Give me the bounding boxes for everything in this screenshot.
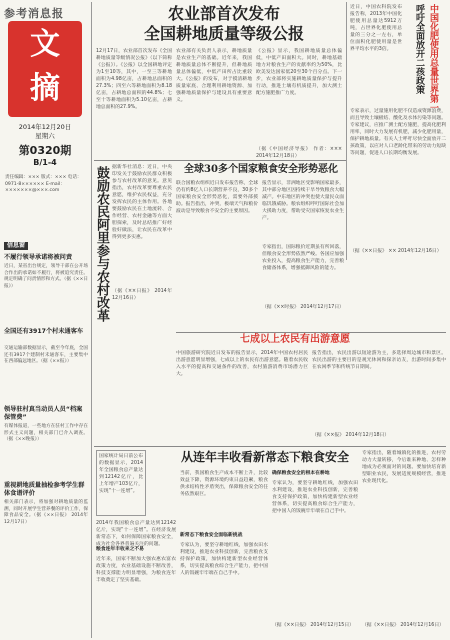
column-rule	[346, 2, 347, 260]
sidebar-section-label: 信息窗	[4, 242, 28, 250]
bottom-subhead-3: 确保粮食安全的根本在耕地	[272, 471, 330, 476]
bottom-story-body-b: 近年来，国家不断加大强农惠农富农政策力度，农业基础设施不断改善，科技支撑能力明显增强，为粮食连年丰收奠定了坚实基础。	[96, 557, 176, 583]
middle-story-byline: （据《××时报》 2014年12月17日）	[262, 305, 344, 310]
bottom-headline: 从连年丰收看新常态下粮食安全	[180, 450, 349, 464]
top-story-body-c: 《公报》显示，我国耕地质量总体偏低，中低产田面积大。同时，耕地基础地力对粮食生产的贡献率约为50%，比欧美发达国家低20至30个百分点。下一步，农业部将实施耕地质量保护与提升行动，推进土壤有机质提升，加大测土配方施肥推广力度。	[256, 49, 342, 96]
banner-story-body-b: 报告指出，农民出游以短途游为主，多选择周边城市和景区。农民出游的主要目的是观光休闲和探亲访友，出游时间多集中在农闲季节和传统节日期间。	[312, 351, 446, 370]
paper-name: 参考消息报	[4, 7, 64, 20]
right-headline-red: 中国化肥使用总量世界第一	[428, 4, 438, 112]
vertical-headline: 鼓励农民阿里参与农村改革	[94, 166, 109, 322]
issue-date: 2014年12月20日 星期六	[18, 123, 72, 140]
right-story-body: 专家表示，过量施用化肥不仅造成资源浪费，而且导致土壤板结、酸化及水体污染等问题。专家建议，应推广测土配方施肥，提高化肥利用率，同时大力发展有机肥，减少化肥用量，保护耕地质量。有关人士呼吁尽快全面放开二孩政策，以应对人口老龄化带来的劳动力短缺等问题，促进人口长期均衡发展。	[350, 109, 446, 156]
middle-story-body-b: 报告显示，非洲地区受影响国家最多，其中部分地区因持续干旱导致粮食大幅减产。中东地区的冲突也使大量民众面临饥饿威胁。粮农组织呼吁国际社会加大援助力度，帮助受灾国家恢复农业生产。	[262, 181, 344, 221]
middle-story-body-a: 联合国粮农组织近日发布报告称，全球仍有约8亿人口长期营养不良，30多个国家粮食安全形势恶化，需要外部援助。报告指出，冲突、极端天气和粮价波动是导致粮食不安全的主要原因。	[176, 181, 258, 214]
sidebar-item-3-body: 有媒体报道，一些地方在驻村工作中存在形式主义问题，相关部门已介入调查。（据《××晚报》）	[4, 424, 88, 442]
logo-char-1: 文	[30, 27, 60, 62]
sidebar-item-1-title: 不履行领导承诺将被问责	[4, 254, 73, 261]
bottom-subhead-1: 粮食连年丰收来之不易	[96, 547, 144, 552]
top-story-body-b: 农业部有关负责人表示，耕地质量是农业生产的基础。近年来，我国耕地质量总体不断提升，但耕地质量总体偏低，中低产田所占比重较大。《公报》的发布，对于摸清耕地质量家底、合理利用耕地资源、加强耕地质量保护与建设具有重要意义。	[176, 49, 252, 103]
middle-story-body-c: 专家指出，国际粮价近期虽有所回落，但粮食安全形势依然严峻。各国应加强农业投入，提高粮食生产能力，完善粮食储备体系，增强抵御风险的能力。	[262, 245, 344, 271]
top-headline: 农业部首次发布 全国耕地质量等级公报	[143, 4, 304, 43]
right-story-byline: （据《××日报》 ×× 2014年12月16日）	[350, 249, 442, 254]
banner-story-body-a: 中国旅游研究院近日发布的报告显示，2014年中国农村居民出游意愿明显增强，七成以上的农民有出游意愿。随着农民收入水平的提高和交通条件的改善，农村旅游消费市场潜力巨大。	[176, 351, 308, 377]
top-story-byline: （据《中国经济导报》 作者：××× 2014年12月18日）	[256, 147, 342, 159]
bottom-story-byline: （据《××日报》 2014年12月15日）	[272, 623, 354, 628]
sidebar-item-3-title: 领导驻村真当动员人员“档案保管费”	[4, 406, 83, 421]
section-logo	[8, 21, 82, 117]
sidebar-item-2-body: 交通运输部数据显示，截至今年底，全国还有3917个建制村未通客车，主要集中在西部偏远地区。（据《××报》）	[4, 346, 88, 364]
logo-char-2: 摘	[30, 71, 60, 106]
middle-left-body: 据新华社消息：近日，中央印发关于鼓励农民群众积极参与农村改革的意见。意见指出，农村改革要尊重农民意愿，维护农民权益，充分发挥农民的主体作用。各地要鼓励农民在土地流转、合作经营、农村金融等方面大胆探索，及时总结推广好经验好做法，让农民在改革中得到更多实惠。	[112, 165, 172, 240]
sidebar-item-4-title: 重视耕地质量抽检参考学生群体食谱评价	[4, 482, 85, 497]
bottom-rule	[94, 446, 446, 447]
banner-story-byline: （据《××报》 2014年12月18日）	[312, 433, 390, 438]
middle-headline: 全球30多个国家粮食安全形势恶化	[184, 164, 338, 175]
right-headline-black: 呼吁全面放开二孩政策	[414, 4, 424, 94]
sidebar-item-2-title: 全国还有3917个村未通客车	[4, 328, 84, 335]
issue-number: 第0320期	[18, 144, 72, 157]
bottom-subhead-2: 新常态下粮食安全面临新挑战	[180, 533, 243, 538]
bottom-story-body-d: 专家认为，要坚守耕地红线，加强农田水利建设，推进农业科技创新，完善粮食支持保护政策，加快构建新型农业经营体系，切实提高粮食综合生产能力，把中国人的饭碗牢牢端在自己手中。	[180, 543, 268, 576]
editorial-info: 责任编辑：××× 版式：××× 电话：0971-8×××××× E-mail：×××××××@×××.com	[5, 175, 82, 193]
right-story-body-top: 近日，中国农科院发布报告称，2013年中国化肥使用总量达5912万吨，占世界化肥使用总量的三分之一左右，单位面积化肥使用量是世界平均水平的3倍。	[350, 5, 402, 52]
masthead	[2, 3, 86, 236]
banner-headline: 七成以上农民有出游意愿	[240, 334, 350, 345]
top-story-body-a: 12月17日，农业部首次发布《全国耕地质量等级情况公报》（以下简称《公报》）。《公报》以全国耕地评定为1至10等，其中，一至三等耕地面积为4.98亿亩，占耕地总面积的27.3%；四至六等耕地面积为8.18亿亩，占耕地总面积的44.8%；七至十等耕地面积为5.10亿亩，占耕地总面积的27.9%。	[96, 49, 172, 110]
bottom-right-body: 专家指出，随着城镇化的推进，农村劳动力大量转移，今后谁来种地、怎样种地成为必须面对的问题。要加快培育新型职业农民，发展适度规模经营，推进农业现代化。	[362, 451, 446, 484]
bottom-story-body-e: 专家认为，要坚守耕地红线，加强农田水利建设，推进农业科技创新，完善粮食支持保护政策，加快构建新型农业经营体系，切实提高粮食综合生产能力，把中国人的饭碗牢牢端在自己手中。	[272, 481, 358, 514]
sidebar-item-4-body: 相关部门表示，将加强对耕地质量的监测，同时开展学生营养餐的评价工作，保障食品安全。（据《××日报》 2014年12月17日）	[4, 500, 88, 525]
section-divider	[94, 160, 346, 161]
page-range: B/1-4	[33, 158, 57, 167]
sidebar-item-1-body: 近日，某省出台规定，领导干部在公开场合作出的承诺如不履行，将被追究责任。规定明确了问责情形和方式。（据《××日报》）	[4, 264, 88, 289]
bottom-story-body-c: 当前，我国粮食生产成本不断上升，比较效益下降，资源环境约束日益趋紧，粮食供求结构性矛盾突出，保障粮食安全的任务依然艰巨。	[180, 471, 268, 497]
bottom-story-body-a: 2014年我国粮食总产量达到12142亿斤，实现“十一连增”。在经济发展新常态下，如何保障国家粮食安全，成为社会各界普遍关注的问题。	[96, 521, 176, 547]
middle-left-byline: （据《××日报》 2014年12月16日）	[112, 289, 172, 301]
banner-rule	[176, 332, 446, 333]
bottom-left-box: 国家统计局日前公布的数据显示，2014年全国粮食总产量达到12142亿斤，比上年增产103亿斤，实现“十一连增”。	[96, 450, 146, 516]
column-rule	[91, 2, 92, 638]
bottom-right-byline: （据《××日报》 2014年12月16日）	[362, 623, 444, 628]
